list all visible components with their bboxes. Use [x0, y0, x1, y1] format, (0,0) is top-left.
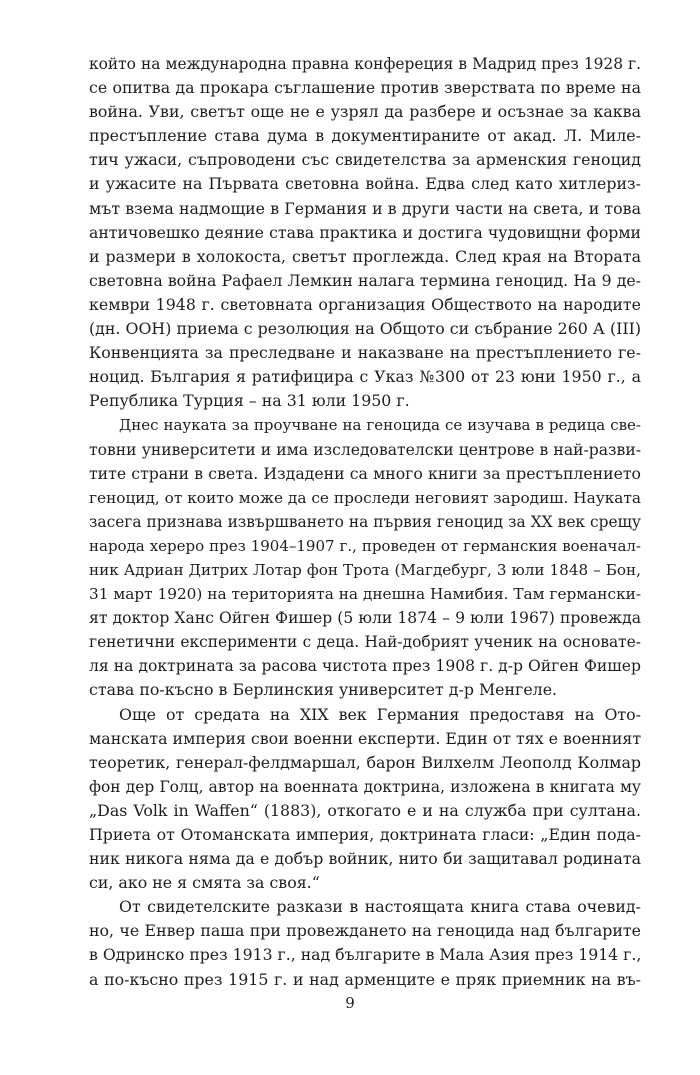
text-line: мът взема надмощие в Германия и в други части на света, и това [89, 198, 641, 218]
text-line: тите страни в света. Издадени са много книги за престъплението [89, 463, 641, 483]
text-line: ноцид. България я ратифицира с Указ №300 от 23 юни 1950 г., а [89, 367, 641, 387]
text-line: световна война Рафаел Лемкин налага термина геноцид. На 9 де- [89, 270, 641, 290]
text-line: в Одринско през 1913 г., над българите в Мала Азия през 1914 г., [89, 945, 642, 965]
text-line: „Das Volk in Waffen“ (1883), откогато е и на служба при султана. [89, 800, 641, 820]
text-line: но, че Енвер паша при провеждането на геноцида над българите [89, 921, 641, 941]
text-line: ник никога няма да е добър войник, нито би защитавал родината [89, 849, 641, 869]
paragraph [89, 52, 641, 413]
text-line: а по-късно през 1915 г. и над арменците е пряк приемник на въ- [89, 969, 641, 989]
text-line: война. Уви, светът още не е узрял да разбере и осъзнае за каква [89, 102, 641, 122]
text-line: Република Турция – на 31 юли 1950 г. [89, 391, 410, 411]
text-line: който на международна правна конфереция в Мадрид през 1928 г. [89, 55, 641, 73]
text-line: става по-късно в Берлинския университет д-р Менгеле. [89, 680, 558, 700]
text-line: народа херерo през 1904–1907 г., проведен от германския военачал- [89, 536, 641, 555]
text-line: античовешко деяние става практика и достига чудовищни форми [89, 222, 641, 242]
page-number: 9 [345, 994, 355, 1012]
text-line: Още от средата на XIX век Германия предоставя на Ото- [119, 704, 641, 724]
text-line: си, ако не я смята за своя.“ [89, 873, 320, 893]
text-line: ник Адриан Дитрих Лотар фон Трота (Магдебург, 3 юли 1848 – Бон, [89, 560, 641, 579]
text-line: манската империя свои военни експерти. Един от тях е военният [89, 728, 642, 748]
text-line: фон дер Голц, автор на военната доктрина, изложена в книгата му [89, 777, 641, 796]
paragraph [89, 413, 641, 702]
text-line: тич ужаси, съпроводени със свидетелства за арменския геноцид [89, 150, 641, 170]
text-line: ля на доктрината за расова чистота през 1908 г. д-р Ойген Фишер [89, 657, 641, 676]
text-line: Днес науката за проучване на геноцида се изучава в редица све- [119, 416, 641, 435]
text-line: и размери в холокоста, светът проглежда. След края на Втората [89, 246, 641, 266]
text-line: От свидетелските разкази в настоящата книга става очевид- [119, 897, 641, 917]
text-line: генетични експерименти с деца. Най-добрият ученик на основате- [89, 633, 641, 652]
text-line: товни университети и има изследователски центрове в най-разви- [89, 440, 641, 459]
text-line: кември 1948 г. световната организация Обществото на народите [89, 294, 641, 314]
text-line: (дн. ООН) приема с резолюция на Общото си събрание 260 А (III) [89, 319, 641, 339]
text-line: теоретик, генерал-фелдмаршал, барон Вилхелм Леополд Колмар [89, 752, 641, 772]
body-text [89, 52, 641, 992]
text-line: престъпление става дума в документираните от акад. Л. Миле- [89, 126, 641, 146]
paragraph [89, 703, 641, 896]
text-line: се опитва да прокара съглашение против зверствата по време на [89, 78, 641, 98]
text-line: Приета от Отоманската империя, доктрината гласи: „Един пода- [89, 825, 641, 844]
text-line: и ужасите на Първата световна война. Едва след като хитлериз- [89, 174, 641, 194]
text-line: ят доктор Ханс Ойген Фишер (5 юли 1874 – 9 юли 1967) провежда [89, 609, 641, 628]
paragraph [89, 895, 641, 991]
text-line: засега признава извършването на първия геноцид за XX век срещу [89, 512, 641, 531]
text-line: Конвенцията за преследване и наказване на престъплението ге- [89, 343, 641, 363]
text-line: геноцид, от които може да се проследи неговият зародиш. Науката [89, 488, 641, 507]
text-line: 31 март 1920) на територията на днешна Намибия. Там германски- [89, 585, 641, 604]
